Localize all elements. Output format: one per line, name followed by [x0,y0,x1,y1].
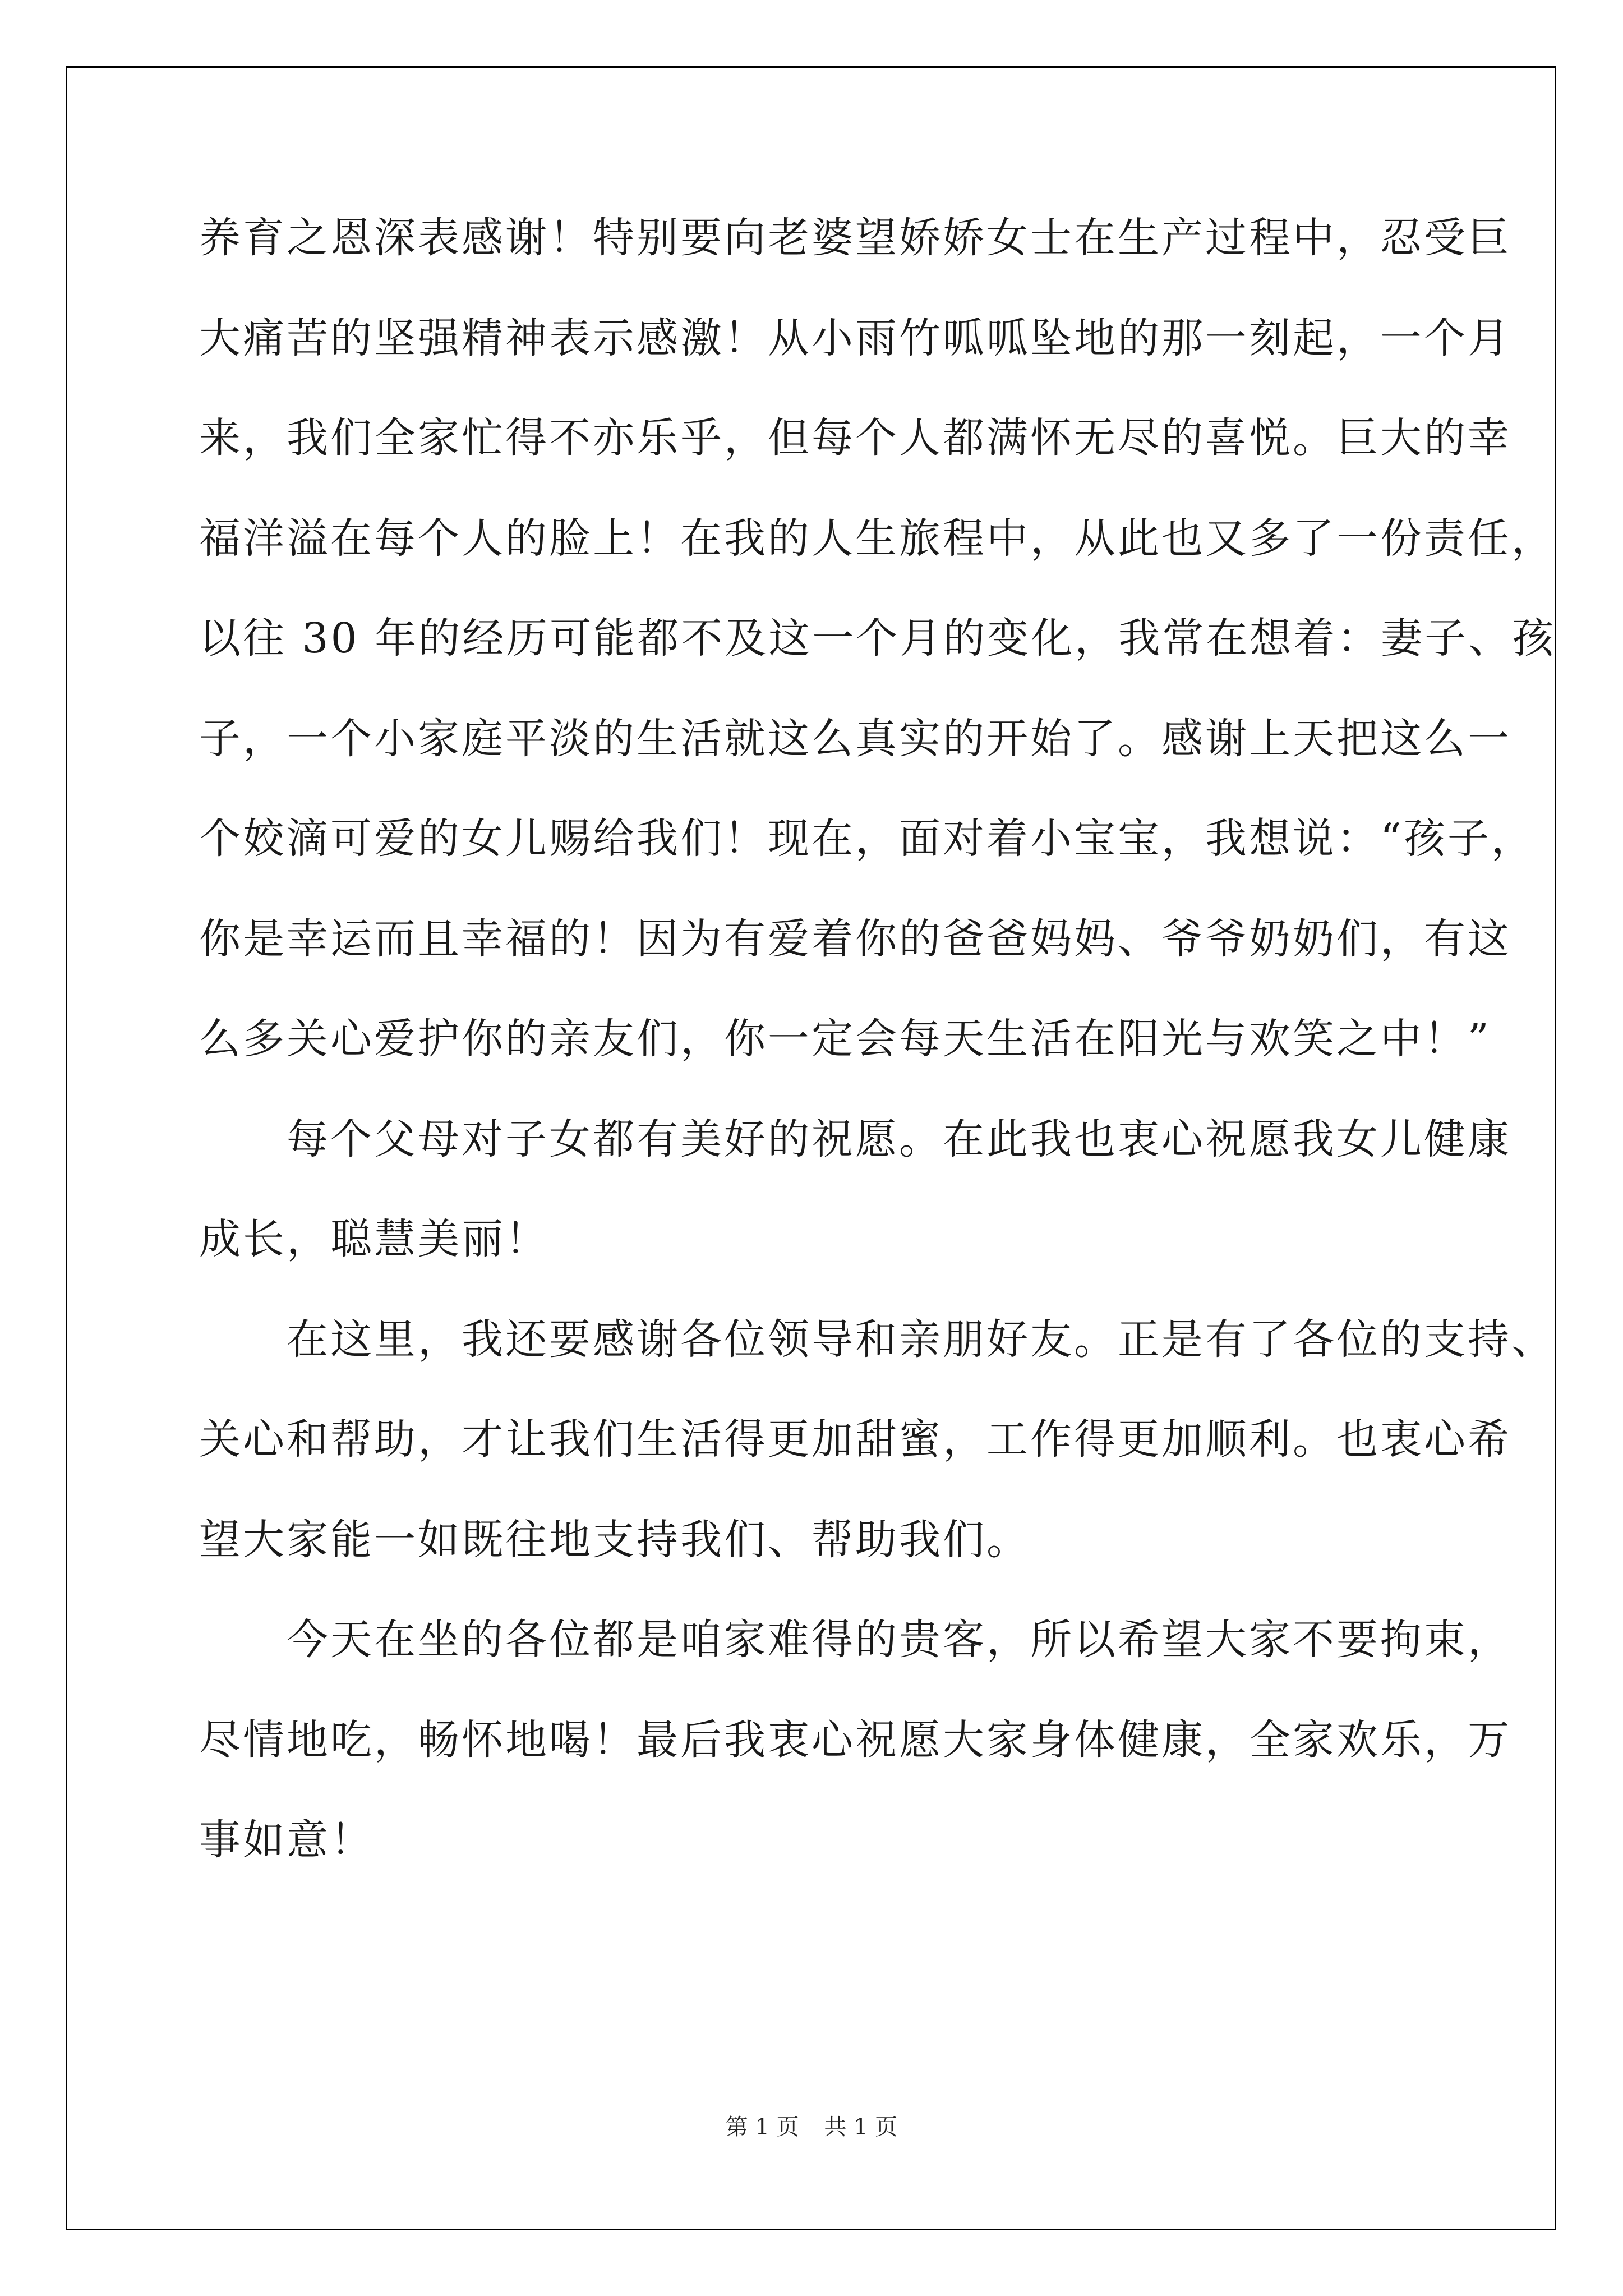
text-line: 每个父母对子女都有美好的祝愿。在此我也衷心祝愿我女儿健康 [199,1115,1511,1163]
text-line: 尽情地吃，畅怀地喝！最后我衷心祝愿大家身体健康，全家欢乐，万 [199,1715,1511,1764]
text-line: 望大家能一如既往地支持我们、帮助我们。 [199,1515,1030,1564]
text-line: 以往 30 年的经历可能都不及这一个月的变化，我常在想着：妻子、孩 [199,614,1556,662]
text-line: 大痛苦的坚强精神表示感激！从小雨竹呱呱坠地的那一刻起，一个月 [199,314,1511,362]
text-line: 今天在坐的各位都是咱家难得的贵客，所以希望大家不要拘束， [199,1616,1511,1664]
text-line: 个姣滴可爱的女儿赐给我们！现在，面对着小宝宝，我想说：“孩子， [199,815,1535,863]
text-line: 事如意！ [199,1816,374,1864]
paragraph [199,1616,1511,1918]
text-line: 养育之恩深表感谢！特别要向老婆望娇娇女士在生产过程中，忍受巨 [199,214,1511,262]
paragraph [199,1315,1555,1618]
text-line: 么多关心爱护你的亲友们，你一定会每天生活在阳光与欢笑之中！” [199,1015,1491,1063]
text-line: 成长，聪慧美丽！ [199,1215,549,1263]
text-line: 来，我们全家忙得不亦乐乎，但每个人都满怀无尽的喜悦。巨大的幸 [199,414,1511,462]
text-line: 关心和帮助，才让我们生活得更加甜蜜，工作得更加顺利。也衷心希 [199,1415,1511,1464]
text-line: 福洋溢在每个人的脸上！在我的人生旅程中，从此也又多了一份责任， [199,514,1555,563]
paragraph [199,214,1556,1117]
document-body [199,214,1556,1918]
paragraph [199,1115,1511,1318]
text-line: 在这里，我还要感谢各位领导和亲朋好友。正是有了各位的支持、 [199,1315,1555,1364]
page-footer [0,2109,1623,2141]
text-line: 子，一个小家庭平淡的生活就这么真实的开始了。感谢上天把这么一 [199,714,1511,763]
page-number: 第 1 页 [725,2114,799,2140]
page-total: 共 1 页 [824,2114,898,2140]
text-line: 你是幸运而且幸福的！因为有爱着你的爸爸妈妈、爷爷奶奶们，有这 [199,914,1511,963]
